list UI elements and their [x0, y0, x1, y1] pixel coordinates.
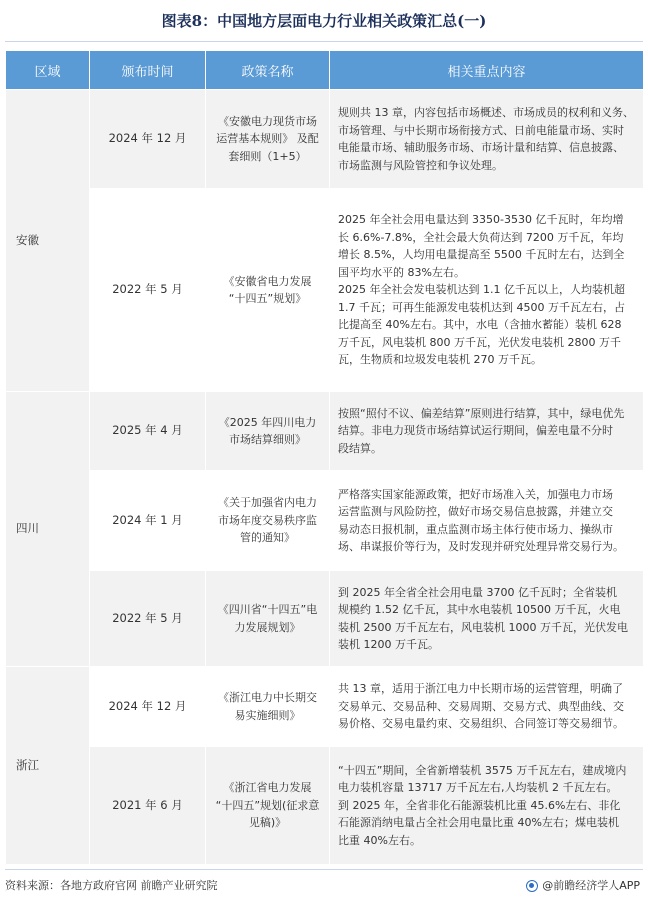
brand-logo-icon: [526, 880, 538, 892]
content-line: 运营监测与风险防控，做好市场交易信息披露，并建立交: [338, 505, 613, 518]
policy-line: 《安徽省电力发展: [223, 274, 312, 288]
content-line: 到 2025 年，全省非化石能源装机比重 45.6%左右、非化: [338, 798, 621, 812]
policy-line: 力发展规划》: [234, 620, 301, 634]
content-line: 1.7 千瓦；可再生能源发电装机达到 4500 万千瓦左右，占: [338, 300, 625, 314]
policy-cell: [206, 571, 330, 667]
content-cell: [330, 747, 644, 865]
policy-line: 管的通知》: [240, 531, 295, 545]
region-cell-zhejiang: 浙江: [6, 667, 90, 865]
table-header-row: [6, 51, 644, 90]
content-cell: [330, 471, 644, 571]
policy-line: 易实施细则》: [234, 708, 301, 722]
policy-line: 市场结算细则》: [229, 433, 306, 446]
date-cell: 2022 年 5 月: [90, 571, 206, 667]
date-cell: 2024 年 12 月: [90, 90, 206, 189]
content-line: 电力装机容量 13717 万千瓦左右,人均装机 2 千瓦左右。: [338, 781, 618, 795]
content-line: 到 2025 年全省全社会用电量 3700 亿千瓦时；全省装机: [338, 585, 617, 599]
header-policy: 政策名称: [206, 51, 330, 90]
policy-line: “十四五”规划(征求意: [215, 798, 320, 812]
content-line: 按照“照付不议、偏差结算”原则进行结算，其中，绿电优先: [338, 406, 625, 420]
content-line: 电能量市场、辅助服务市场、市场计量和结算、信息披露、: [338, 141, 624, 154]
content-cell: [330, 392, 644, 471]
content-line: 规模约 1.52 亿千瓦，其中水电装机 10500 万千瓦，火电: [338, 603, 621, 616]
content-cell: [330, 90, 644, 189]
region-cell-anhui: 安徽: [6, 90, 90, 392]
content-cell: [330, 189, 644, 392]
table-row: [6, 189, 644, 392]
table-row: [6, 471, 644, 571]
policy-line: 市场年度交易秩序监: [218, 513, 317, 527]
content-line: 严格落实国家能源政策，把好市场准入关，加强电力市场: [338, 487, 613, 501]
content-line: 共 13 章，适用于浙江电力中长期市场的运营管理，明确了: [338, 682, 623, 696]
policy-cell: [206, 392, 330, 471]
content-line: “十四五”期间，全省新增装机 3575 万千瓦左右，建成境内: [338, 763, 627, 777]
content-line: 易价格、交易电量约束、交易组织、合同签订等交易细节。: [338, 717, 624, 731]
policy-line: “十四五”规划》: [228, 292, 307, 305]
content-line: 交易单元、交易品种、交易周期、交易方式、典型曲线、交: [338, 699, 624, 713]
content-line: 结算。非电力现货市场结算试运行期间，偏差电量不分时: [338, 424, 613, 438]
table-row: [6, 667, 644, 747]
content-line: 场、串谋报价等行为，及时发现并研究处理异常交易行为。: [338, 540, 624, 553]
content-line: 装机 2500 万千瓦左右，风电装机 1000 万千瓦，光伏发电: [338, 620, 628, 634]
table-row: [6, 90, 644, 189]
header-region: 区域: [6, 51, 90, 90]
footer-divider: [5, 869, 643, 870]
policy-line: 运营基本规则》 及配: [216, 132, 319, 146]
content-line: 比提高至 40%左右。其中，水电（含抽水蓄能）装机 628: [338, 318, 622, 332]
content-line: 规则共 13 章，内容包括市场概述、市场成员的权利和义务、: [338, 106, 634, 119]
date-cell: 2025 年 4 月: [90, 392, 206, 471]
chart-title: 图表8：中国地方层面电力行业相关政策汇总(一): [161, 12, 487, 30]
policy-cell: [206, 189, 330, 392]
content-line: 石能源消纳电量占全社会用电量比重 40%左右；煤电装机: [338, 816, 619, 830]
source-note: 资料来源：各地方政府官网 前瞻产业研究院: [5, 879, 218, 892]
policy-line: 《安徽电力现货市场: [218, 114, 317, 128]
content-line: 2025 年全社会用电量达到 3350-3530 亿千瓦时，年均增: [338, 213, 624, 227]
date-cell: 2022 年 5 月: [90, 189, 206, 392]
date-cell: 2024 年 12 月: [90, 667, 206, 747]
policy-line: 套细则（1+5）: [228, 149, 307, 163]
content-line: 段结算。: [338, 441, 382, 455]
policy-line: 《浙江电力中长期交: [218, 691, 317, 704]
content-line: 市场监测与风险管控和争议处理。: [338, 158, 503, 172]
policy-cell: [206, 471, 330, 571]
content-line: 万千瓦，风电装机 800 万千瓦，光伏发电装机 2800 万千: [338, 335, 621, 349]
content-line: 增长 8.5%，人均用电量提高至 5500 千瓦时左右，达到全: [338, 248, 625, 262]
policy-line: 见稿)》: [248, 816, 287, 830]
title-divider: [5, 41, 643, 42]
header-date: 颁布时间: [90, 51, 206, 90]
policy-cell: [206, 90, 330, 189]
header-content: 相关重点内容: [330, 51, 644, 90]
policy-line: 《浙江省电力发展: [223, 781, 312, 795]
content-line: 瓦，生物质和垃圾发电装机 270 万千瓦。: [338, 353, 542, 367]
content-line: 市场管理、与中长期市场衔接方式、日前电能量市场、实时: [338, 123, 624, 137]
content-line: 装机 1200 万千瓦。: [338, 638, 439, 651]
content-line: 比重 40%左右。: [338, 833, 421, 847]
brand-credit: [526, 876, 640, 896]
content-line: 国平均水平的 83%左右。: [338, 265, 465, 279]
policy-line: 《2025 年四川电力: [218, 415, 317, 429]
policy-line: 《关于加强省内电力: [218, 496, 317, 510]
content-cell: [330, 667, 644, 747]
table-row: [6, 747, 644, 865]
region-cell-sichuan: 四川: [6, 392, 90, 667]
table-row: [6, 392, 644, 471]
policy-line: 《四川省“十四五”电: [217, 603, 318, 616]
date-cell: 2021 年 6 月: [90, 747, 206, 865]
content-cell: [330, 571, 644, 667]
content-line: 2025 年全社会发电装机达到 1.1 亿千瓦以上，人均装机超: [338, 283, 625, 297]
table-row: [6, 571, 644, 667]
content-line: 易动态日报机制，重点监测市场主体行使市场力、操纵市: [338, 522, 613, 536]
content-line: 长 6.6%-7.8%，全社会最大负荷达到 7200 万千瓦，年均: [338, 230, 624, 244]
policy-cell: [206, 747, 330, 865]
brand-label: @前瞻经济学人APP: [542, 879, 640, 892]
policy-table: [5, 50, 644, 865]
policy-cell: [206, 667, 330, 747]
date-cell: 2024 年 1 月: [90, 471, 206, 571]
